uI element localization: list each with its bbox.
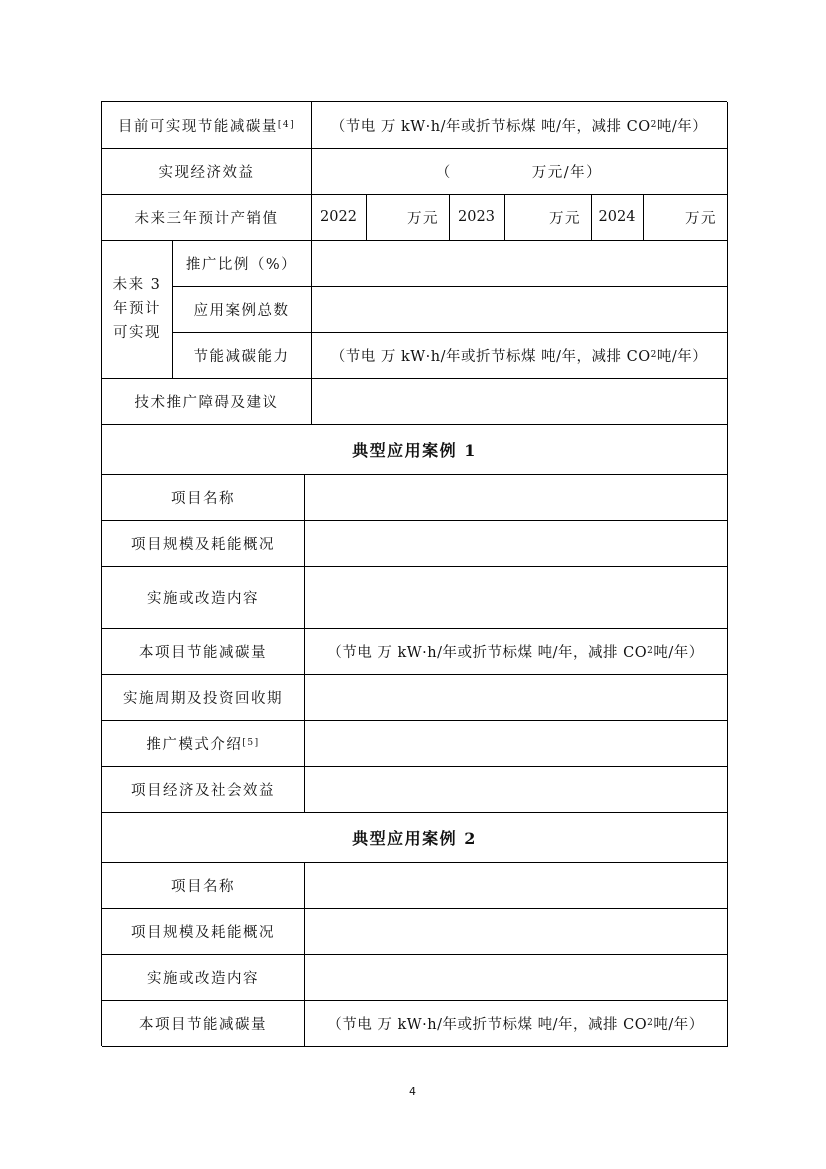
capacity-value[interactable] [311,332,728,379]
case-1-label [102,720,305,767]
case-1-label: 实施或改造内容 [102,566,305,629]
barriers-value[interactable] [311,378,728,425]
saving-sub: 2 [647,646,654,656]
promotion-ratio-value[interactable] [311,240,728,287]
saving-sub: 2 [647,1018,654,1028]
case-1-label: 项目经济及社会效益 [102,766,305,813]
output-2024-value[interactable]: 万元 [643,194,728,241]
case-2-label: 本项目节能减碳量 [102,1000,305,1047]
saving-suffix: 吨/年） [653,644,704,661]
page-number: 4 [409,1085,416,1098]
case-2-value[interactable] [304,954,728,1001]
output-forecast-label: 未来三年预计产销值 [102,194,312,241]
case-2-title: 典型应用案例 2 [102,812,728,863]
economic-benefit-value[interactable]: （ 万元/年） [311,148,728,195]
saving-suffix: 吨/年） [656,118,708,135]
saving-prefix: （节电 万 kW·h/年或折节标煤 吨/年，减排 CO [330,348,651,365]
case-1-title: 典型应用案例 1 [102,424,728,475]
saving-suffix: 吨/年） [653,1016,704,1033]
future-group-label: 未来 3 年预计可实现 [102,240,173,379]
case-1-value[interactable] [304,720,728,767]
output-2022-value[interactable]: 万元 [366,194,450,241]
case-1-value[interactable] [304,520,728,567]
case-2-value[interactable] [304,862,728,909]
case-1-value[interactable] [304,674,728,721]
case-1-value[interactable] [304,474,728,521]
barriers-label: 技术推广障碍及建议 [102,378,312,425]
case-1-label: 本项目节能减碳量 [102,628,305,675]
case-1-saving-value[interactable] [304,628,728,675]
form-table [101,101,727,1046]
case-2-label: 项目规模及耗能概况 [102,908,305,955]
case-1-label: 项目名称 [102,474,305,521]
label-text: 推广模式介绍 [146,736,243,753]
capacity-label: 节能减碳能力 [172,332,312,379]
year-2024: 2024 [591,194,644,241]
economic-benefit-label: 实现经济效益 [102,148,312,195]
year-2022: 2022 [311,194,367,241]
case-2-saving-value[interactable] [304,1000,728,1047]
case-1-label: 实施周期及投资回收期 [102,674,305,721]
year-2023: 2023 [449,194,505,241]
output-2023-value[interactable]: 万元 [504,194,592,241]
case-1-label: 项目规模及耗能概况 [102,520,305,567]
footnote-ref: [5] [242,738,260,748]
current-saving-value[interactable] [311,102,728,149]
saving-prefix: （节电 万 kW·h/年或折节标煤 吨/年，减排 CO [327,644,648,661]
footnote-ref: [4] [277,120,296,130]
label-text: 目前可实现节能减碳量 [117,118,278,135]
case-2-label: 项目名称 [102,862,305,909]
saving-prefix: （节电 万 kW·h/年或折节标煤 吨/年，减排 CO [330,118,651,135]
case-2-label: 实施或改造内容 [102,954,305,1001]
saving-sub: 2 [650,120,657,130]
saving-suffix: 吨/年） [656,348,708,365]
case-2-value[interactable] [304,908,728,955]
saving-prefix: （节电 万 kW·h/年或折节标煤 吨/年，减排 CO [327,1016,648,1033]
case-1-value[interactable] [304,766,728,813]
case-count-label: 应用案例总数 [172,286,312,333]
current-saving-label [102,102,312,149]
saving-sub: 2 [650,350,657,360]
case-1-value[interactable] [304,566,728,629]
case-count-value[interactable] [311,286,728,333]
promotion-ratio-label: 推广比例（%） [172,240,312,287]
